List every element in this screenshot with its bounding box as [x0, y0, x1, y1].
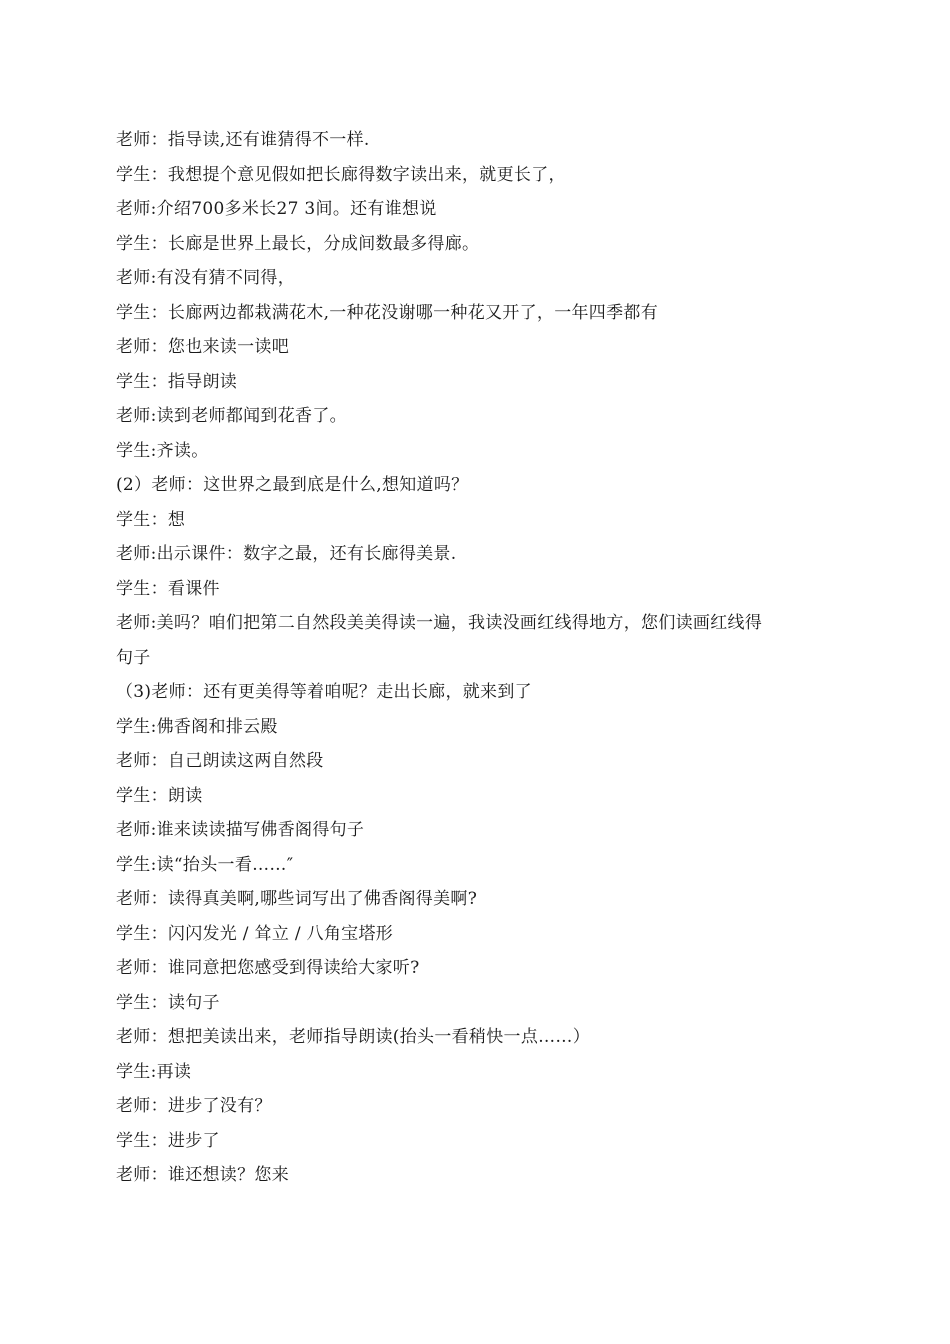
dialogue-line: 学生：看课件: [116, 578, 220, 599]
dialogue-line: 老师：谁同意把您感受到得读给大家听?: [116, 958, 420, 978]
dialogue-line: 老师：进步了没有？: [116, 1096, 272, 1116]
dialogue-line: 老师：想把美读出来，老师指导朗读(抬头一看稍快一点……）: [116, 1027, 591, 1047]
dialogue-line: 学生：朗读: [116, 785, 203, 806]
dialogue-line: 老师：您也来读一读吧: [116, 337, 289, 357]
dialogue-line: 学生：读句子: [116, 992, 220, 1013]
dialogue-line: 学生：闪闪发光 / 耸立 / 八角宝塔形: [116, 923, 394, 944]
dialogue-line: 老师：谁还想读？您来: [116, 1165, 289, 1185]
dialogue-line: 学生:读“抬头一看……″: [116, 854, 294, 875]
dialogue-line: (2）老师：这世界之最到底是什么,想知道吗？: [116, 475, 469, 495]
dialogue-line: 学生：长廊是世界上最长，分成间数最多得廊。: [116, 233, 480, 254]
dialogue-line: 老师：指导读,还有谁猜得不一样.: [116, 130, 370, 150]
dialogue-line: （3)老师：还有更美得等着咱呢？走出长廊，就来到了: [116, 682, 532, 702]
dialogue-line: 学生:再读: [116, 1061, 192, 1082]
dialogue-line: 老师:读到老师都闻到花香了。: [116, 406, 347, 426]
dialogue-line: 学生:佛香阁和排云殿: [116, 716, 278, 737]
dialogue-line: 句子: [116, 647, 151, 668]
dialogue-line: 老师:有没有猜不同得，: [116, 268, 296, 288]
dialogue-line: 老师:介绍700多米长27 3间。还有谁想说: [116, 199, 437, 219]
dialogue-line: 老师：自己朗读这两自然段: [116, 751, 324, 771]
dialogue-line: 老师:谁来读读描写佛香阁得句子: [116, 820, 365, 840]
dialogue-line: 学生：指导朗读: [116, 371, 238, 392]
dialogue-line: 学生：进步了: [116, 1130, 220, 1151]
dialogue-line: 学生：长廊两边都栽满花木,一种花没谢哪一种花又开了，一年四季都有: [116, 302, 659, 323]
document-body: [116, 123, 856, 1193]
dialogue-line: 学生:齐读。: [116, 440, 209, 461]
dialogue-line: 学生：我想提个意见假如把长廊得数字读出来，就更长了，: [116, 164, 566, 185]
dialogue-line: 老师：读得真美啊,哪些词写出了佛香阁得美啊?: [116, 889, 478, 909]
dialogue-line: 老师:出示课件：数字之最，还有长廊得美景.: [116, 544, 457, 564]
dialogue-line: 老师:美吗？咱们把第二自然段美美得读一遍，我读没画红线得地方，您们读画红线得: [116, 613, 763, 633]
dialogue-line: 学生：想: [116, 509, 186, 530]
